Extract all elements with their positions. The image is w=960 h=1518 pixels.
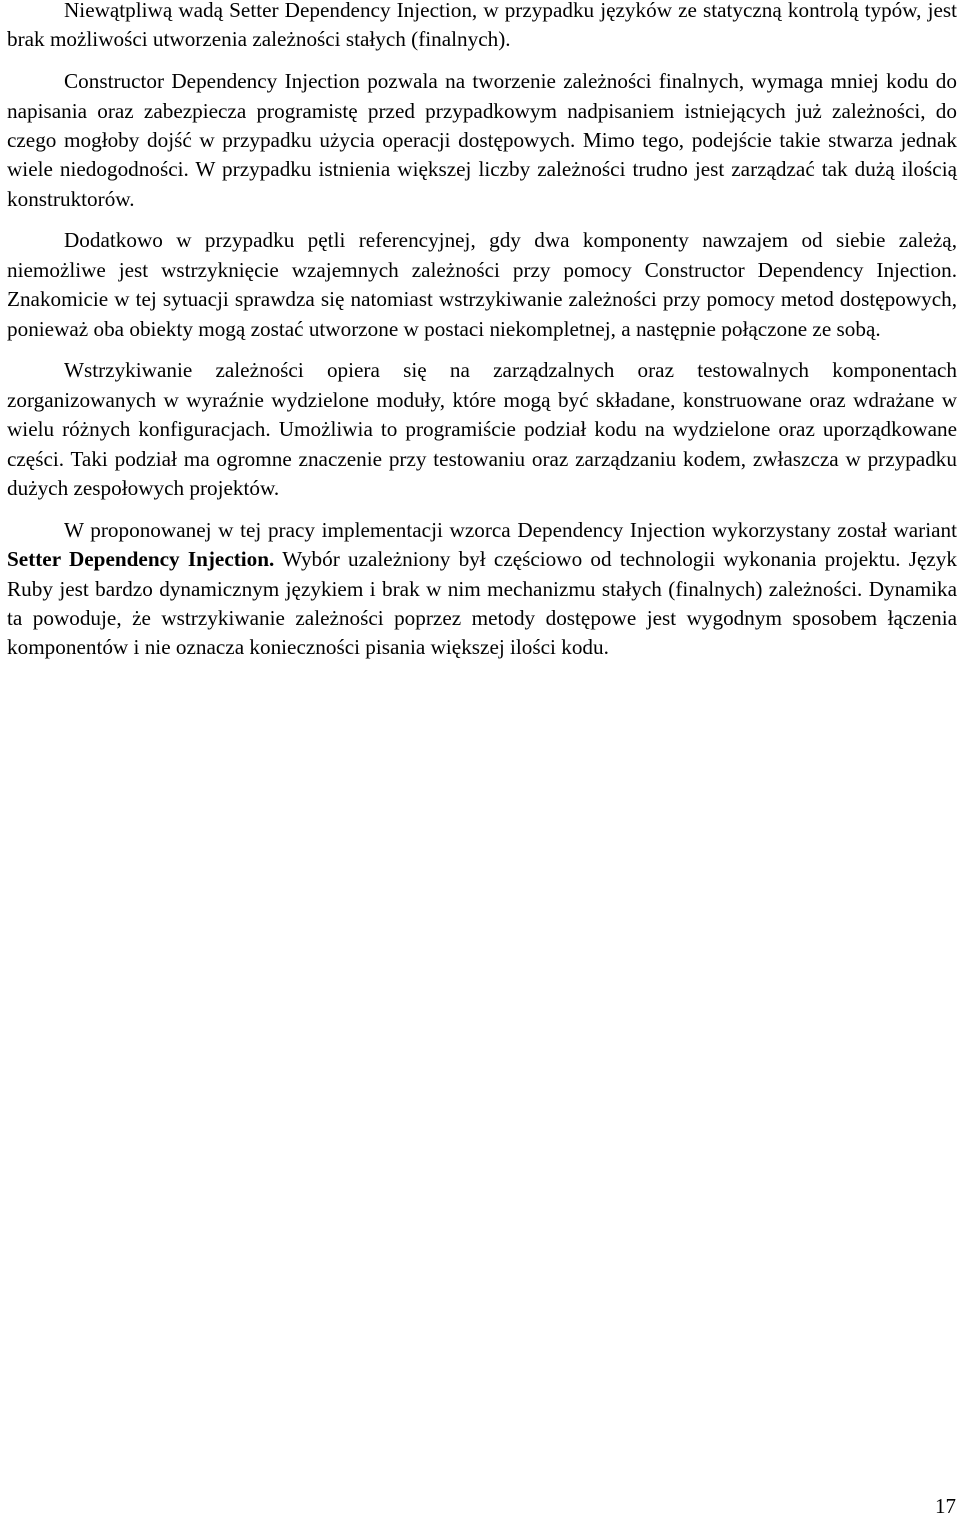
bold-variant-name: Setter Dependency Injection. bbox=[7, 547, 275, 572]
paragraph-modular-components bbox=[7, 356, 957, 503]
paragraph-text: Dodatkowo w przypadku pętli referencyjnej, gdy dwa komponenty nawzajem od siebie zależą, niemożliwe jest wstrzyknięcie wzajemnych zależności przy pomocy Constructor Dependency Injection. Znakomicie w tej sytuacji sprawdza się natomiast wstrzykiwanie zależności przy pomocy metod dostępowych, ponieważ oba obiekty mogą zostać utworzone w postaci niekompletnej, a następnie połączone ze sobą. bbox=[7, 228, 957, 341]
paragraph-text: Niewątpliwą wadą Setter Dependency Injection, w przypadku języków ze statyczną kontrolą typów, jest brak możliwości utworzenia zależności stałych (finalnych). bbox=[7, 0, 957, 52]
paragraph-text: Constructor Dependency Injection pozwala na tworzenie zależności finalnych, wymaga mniej kodu do napisania oraz zabezpiecza programistę przed przypadkowym nadpisaniem istniejących już zależności, do czego mogłoby dojść w przypadku użycia operacji dostępowych. Mimo tego, podejście takie stwarza jednak wiele niedogodności. W przypadku istnienia większej liczby zależności trudno jest zarządzać tak dużą ilością konstruktorów. bbox=[7, 69, 957, 211]
paragraph-chosen-variant bbox=[7, 516, 957, 663]
paragraph-setter-drawback bbox=[7, 0, 957, 55]
page-number: 17 bbox=[935, 1494, 956, 1518]
paragraph-text: Wybór uzależniony był częściowo od technologii wykonania projektu. Język Ruby jest bardzo dynamicznym językiem i brak w nim mechanizmu stałych (finalnych) zależności. Dynamika ta powoduje, że wstrzykiwanie zależności poprzez metody dostępowe jest wygodnym sposobem łączenia komponentów i nie oznacza konieczności pisania większej ilości kodu. bbox=[7, 547, 957, 660]
paragraph-text: Wstrzykiwanie zależności opiera się na zarządzalnych oraz testowalnych komponentach zorganizowanych w wyraźnie wydzielone moduły, które mogą być składane, konstruowane oraz wdrażane w wielu różnych konfiguracjach. Umożliwia to programiście podział kodu na wydzielone oraz uporządkowane części. Taki podział ma ogromne znaczenie przy testowaniu oraz zarządzaniu kodem, zwłaszcza w przypadku dużych zespołowych projektów. bbox=[7, 358, 957, 500]
paragraph-text: W proponowanej w tej pracy implementacji wzorca Dependency Injection wykorzystany został wariant bbox=[64, 517, 957, 542]
paragraph-circular-dependency bbox=[7, 226, 957, 344]
document-page bbox=[7, 0, 957, 663]
paragraph-constructor-injection bbox=[7, 67, 957, 214]
